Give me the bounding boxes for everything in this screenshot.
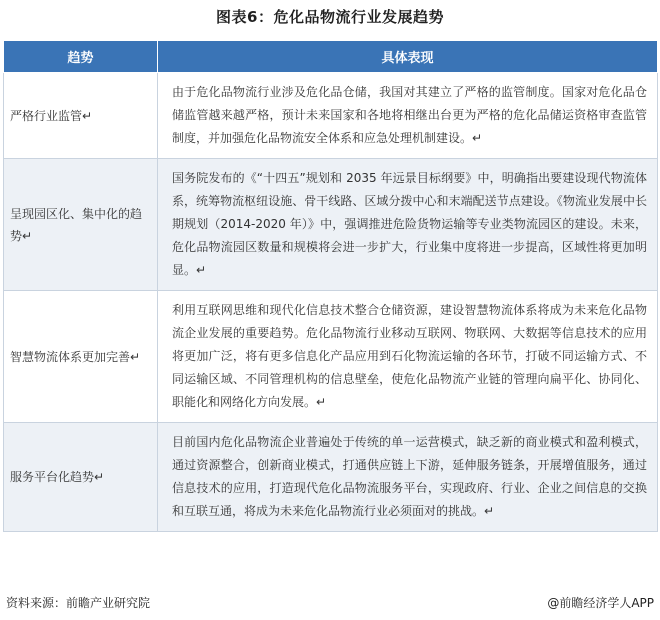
- trend-cell: 智慧物流体系更加完善↵: [4, 291, 158, 423]
- table-row: [4, 423, 658, 532]
- detail-cell: 由于危化品物流行业涉及危化品仓储，我国对其建立了严格的监管制度。国家对危化品仓储监管越来越严格，预计未来国家和各地将相继出台更为严格的危化品储运资格审查监管制度，并加强危化品物流安全体系和应急处理机制建设。↵: [158, 73, 658, 159]
- detail-cell: 国务院发布的《“十四五”规划和 2035 年远景目标纲要》中，明确指出要建设现代物流体系，统筹物流枢纽设施、骨干线路、区域分拨中心和末端配送节点建设。《物流业发展中长期规划（2014-2020 年）》中，强调推进危险货物运输等专业类物流园区的建设。未来，危化品物流园区数量和规模将会进一步扩大，行业集中度将进一步提高，区域性将更加明显。↵: [158, 159, 658, 291]
- trend-table: [3, 40, 658, 532]
- credit-note: @前瞻经济学人APP: [547, 596, 654, 610]
- trend-cell: 严格行业监管↵: [4, 73, 158, 159]
- table-row: [4, 291, 658, 423]
- source-note: 资料来源：前瞻产业研究院: [6, 596, 151, 610]
- trend-cell: 呈现园区化、集中化的趋势↵: [4, 159, 158, 291]
- header-trend: 趋势: [4, 41, 158, 73]
- header-detail: 具体表现: [158, 41, 658, 73]
- detail-cell: 利用互联网思维和现代化信息技术整合仓储资源，建设智慧物流体系将成为未来危化品物流企业发展的重要趋势。危化品物流行业移动互联网、物联网、大数据等信息技术的应用将更加广泛，将有更多信息化产品应用到石化物流运输的各环节，打破不同运输方式、不同运输区域、不同管理机构的信息壁垒，使危化品物流产业链的管理向扁平化、协同化、职能化和网络化方向发展。↵: [158, 291, 658, 423]
- table-row: [4, 73, 658, 159]
- table-header-row: [4, 41, 658, 73]
- page-title: 图表6：危化品物流行业发展趋势: [216, 8, 444, 26]
- detail-cell: 目前国内危化品物流企业普遍处于传统的单一运营模式，缺乏新的商业模式和盈利模式，通过资源整合，创新商业模式，打通供应链上下游，延伸服务链条，开展增值服务，通过信息技术的应用，打造现代危化品物流服务平台，实现政府、行业、企业之间信息的交换和互联互通，将成为未来危化品物流行业必须面对的挑战。↵: [158, 423, 658, 532]
- table-row: [4, 159, 658, 291]
- trend-cell: 服务平台化趋势↵: [4, 423, 158, 532]
